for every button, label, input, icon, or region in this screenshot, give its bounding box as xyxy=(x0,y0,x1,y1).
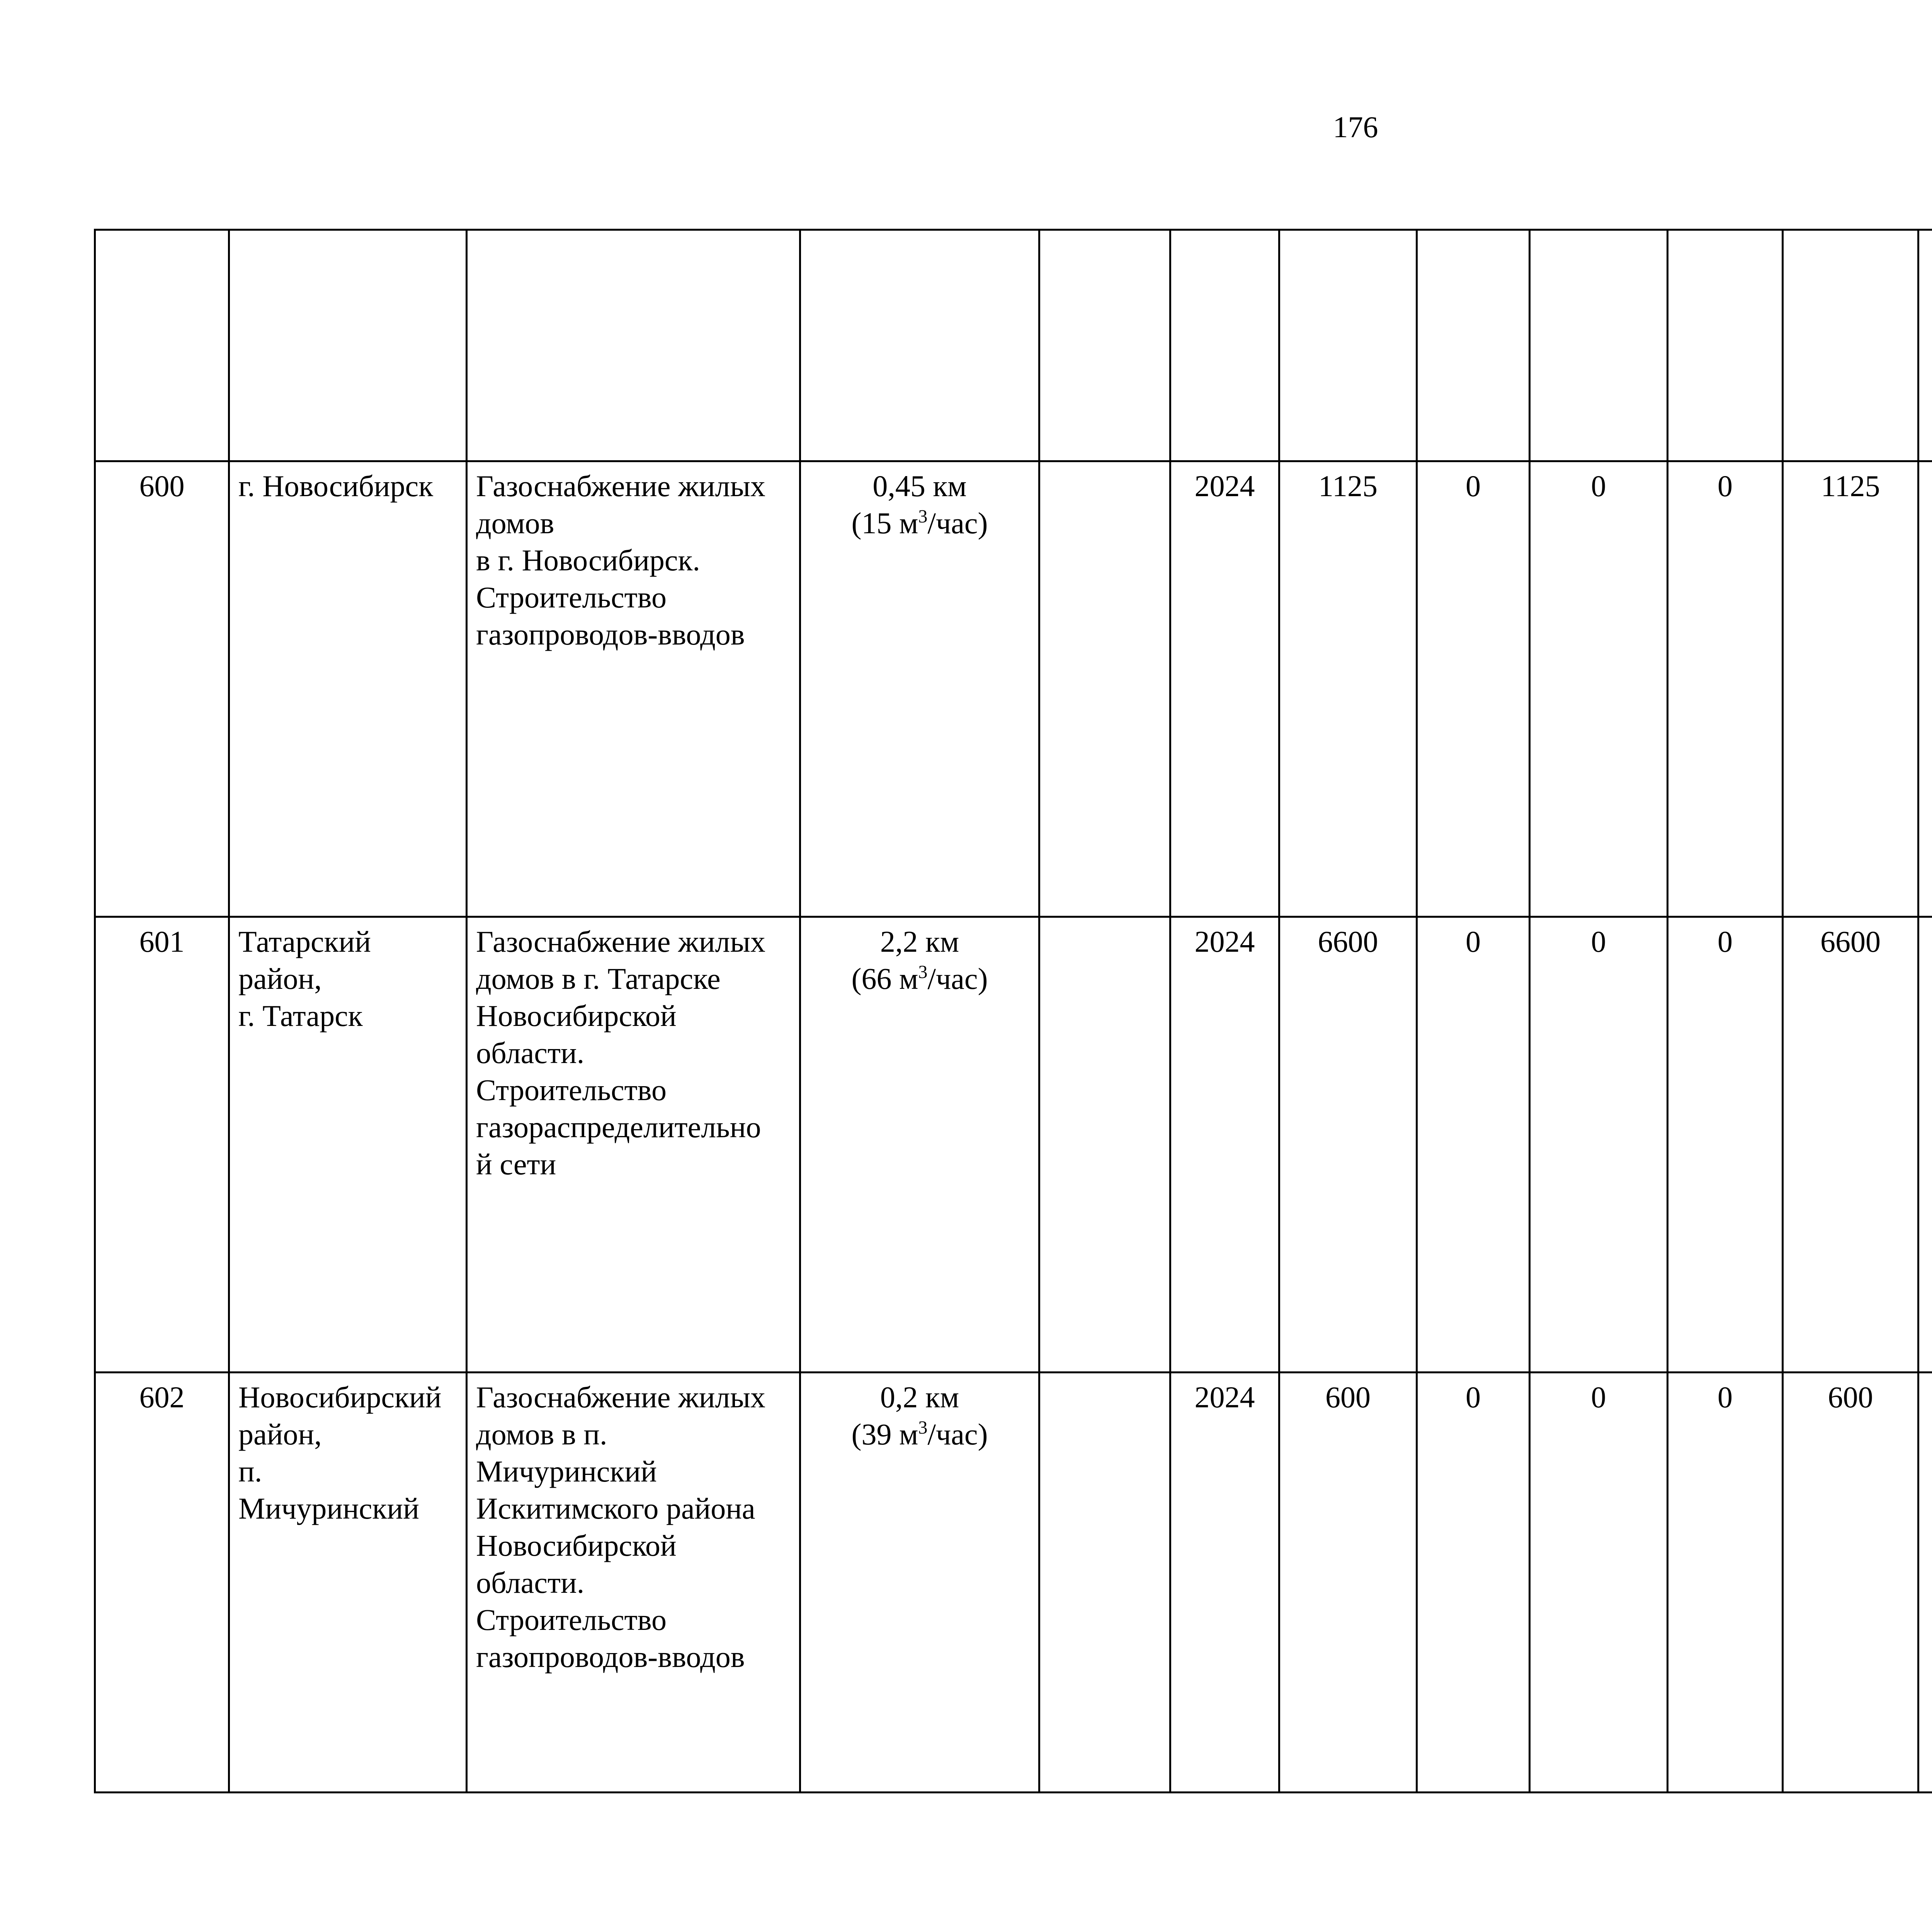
capacity-length: 2,2 км xyxy=(880,925,959,958)
table-row-continuation xyxy=(95,230,1932,461)
executor-line xyxy=(1928,468,1932,505)
executor-line xyxy=(1928,1453,1932,1490)
cell-num xyxy=(95,230,229,461)
location-line: Татарский xyxy=(238,925,371,958)
cell-col5 xyxy=(1039,461,1170,917)
cell-extra xyxy=(1783,230,1918,461)
cell-year: 2024 xyxy=(1170,1373,1279,1793)
object-line: Строительство xyxy=(476,1073,667,1107)
capacity-flow-pre: (39 м xyxy=(851,1417,918,1451)
object-line: Газоснабжение жилых xyxy=(476,1380,765,1414)
location-line: район, xyxy=(238,962,322,995)
capacity-flow xyxy=(810,505,1030,542)
location-line: район, xyxy=(238,1417,322,1451)
object-line: газопроводов-вводов xyxy=(476,617,745,651)
cell-mun: 0 xyxy=(1668,917,1783,1373)
cell-capacity xyxy=(800,1373,1039,1793)
cell-fed: 0 xyxy=(1417,1373,1530,1793)
object-line: Искитимского района xyxy=(476,1492,755,1525)
cell-extra: 1125 xyxy=(1783,461,1918,917)
capacity-length: 0,2 км xyxy=(880,1380,959,1414)
capacity-flow xyxy=(810,1416,1030,1453)
cell-location xyxy=(229,917,467,1373)
cell-executor xyxy=(1918,230,1932,461)
cell-capacity xyxy=(800,461,1039,917)
executor-line xyxy=(1928,505,1932,542)
capacity-flow-post: /час) xyxy=(927,962,988,995)
cell-mun xyxy=(1668,230,1783,461)
object-line: домов xyxy=(476,506,554,540)
location-line: г. Новосибирск xyxy=(238,469,434,503)
cell-col5 xyxy=(1039,230,1170,461)
capacity-flow-pre: (66 м xyxy=(851,962,918,995)
capacity-flow-pre: (15 м xyxy=(851,506,918,540)
executor-line xyxy=(1928,997,1932,1034)
cell-reg: 0 xyxy=(1530,917,1668,1373)
table-row xyxy=(95,917,1932,1373)
capacity-flow-sup: 3 xyxy=(918,962,928,982)
cell-year xyxy=(1170,230,1279,461)
cell-object xyxy=(467,230,800,461)
cell-location xyxy=(229,461,467,917)
cell-object xyxy=(467,461,800,917)
cell-col5 xyxy=(1039,1373,1170,1793)
capacity-length: 0,45 км xyxy=(872,469,967,503)
object-line: домов в г. Татарске xyxy=(476,962,721,995)
object-line: газораспределительно xyxy=(476,1110,761,1144)
executor-line xyxy=(1928,542,1932,579)
cell-col5 xyxy=(1039,917,1170,1373)
object-line: Новосибирской xyxy=(476,999,677,1032)
object-line: области. xyxy=(476,1566,585,1599)
object-line: Газоснабжение жилых xyxy=(476,469,765,503)
cell-executor xyxy=(1918,917,1932,1373)
table-row xyxy=(95,1373,1932,1793)
executor-line xyxy=(1928,923,1932,960)
cell-executor xyxy=(1918,461,1932,917)
cell-capacity xyxy=(800,917,1039,1373)
cell-total: 1125 xyxy=(1279,461,1417,917)
table-row xyxy=(95,461,1932,917)
cell-total xyxy=(1279,230,1417,461)
object-line: й сети xyxy=(476,1147,556,1181)
executor-line xyxy=(1928,1416,1932,1453)
location-line: Мичуринский xyxy=(238,1492,419,1525)
cell-location xyxy=(229,1373,467,1793)
capacity-flow-sup: 3 xyxy=(918,1417,928,1438)
capacity-flow xyxy=(810,960,1030,997)
cell-total: 600 xyxy=(1279,1373,1417,1793)
cell-extra: 6600 xyxy=(1783,917,1918,1373)
cell-fed: 0 xyxy=(1417,917,1530,1373)
cell-location xyxy=(229,230,467,461)
cell-reg xyxy=(1530,230,1668,461)
capacity-flow-post: /час) xyxy=(927,506,988,540)
object-line: Новосибирской xyxy=(476,1529,677,1562)
cell-object xyxy=(467,1373,800,1793)
object-line: газопроводов-вводов xyxy=(476,1640,745,1674)
cell-reg: 0 xyxy=(1530,1373,1668,1793)
object-line: области. xyxy=(476,1036,585,1070)
object-line: Газоснабжение жилых xyxy=(476,925,765,958)
object-line: Строительство xyxy=(476,580,667,614)
gasification-register-table xyxy=(94,229,1932,1793)
executor-line xyxy=(1928,1379,1932,1416)
capacity-flow-post: /час) xyxy=(927,1417,988,1451)
object-line: Мичуринский xyxy=(476,1454,657,1488)
cell-fed xyxy=(1417,230,1530,461)
cell-reg: 0 xyxy=(1530,461,1668,917)
cell-mun: 0 xyxy=(1668,1373,1783,1793)
location-line: г. Татарск xyxy=(238,999,363,1032)
cell-object xyxy=(467,917,800,1373)
cell-num: 602 xyxy=(95,1373,229,1793)
location-line: п. xyxy=(238,1454,262,1488)
cell-num: 600 xyxy=(95,461,229,917)
cell-year: 2024 xyxy=(1170,917,1279,1373)
cell-extra: 600 xyxy=(1783,1373,1918,1793)
cell-capacity xyxy=(800,230,1039,461)
cell-executor xyxy=(1918,1373,1932,1793)
page-number: 176 xyxy=(1333,110,1378,144)
capacity-flow-sup: 3 xyxy=(918,506,928,527)
executor-line xyxy=(1928,960,1932,997)
cell-total: 6600 xyxy=(1279,917,1417,1373)
cell-year: 2024 xyxy=(1170,461,1279,917)
object-line: домов в п. xyxy=(476,1417,607,1451)
location-line: Новосибирский xyxy=(238,1380,442,1414)
cell-mun: 0 xyxy=(1668,461,1783,917)
cell-fed: 0 xyxy=(1417,461,1530,917)
object-line: в г. Новосибирск. xyxy=(476,543,700,577)
object-line: Строительство xyxy=(476,1603,667,1636)
cell-num: 601 xyxy=(95,917,229,1373)
